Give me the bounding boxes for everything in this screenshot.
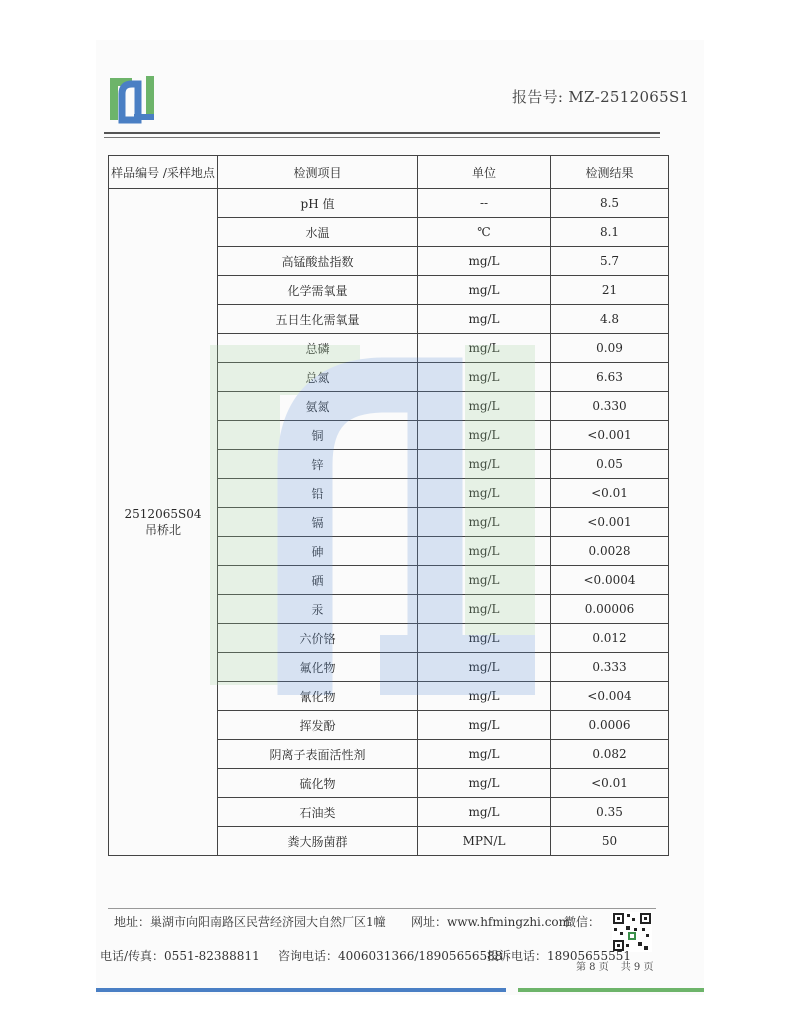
cell-item: 石油类 [218, 798, 418, 827]
cell-result: 0.0028 [551, 537, 669, 566]
header-divider-thin [104, 137, 660, 138]
cell-item: 铅 [218, 479, 418, 508]
footer-bar-green [518, 988, 704, 992]
cell-item: 五日生化需氧量 [218, 305, 418, 334]
footer-wechat: 微信： [564, 915, 601, 929]
cell-unit: mg/L [418, 798, 551, 827]
cell-item: 锌 [218, 450, 418, 479]
cell-unit: mg/L [418, 247, 551, 276]
cell-unit: mg/L [418, 392, 551, 421]
cell-result: 0.333 [551, 653, 669, 682]
cell-item: 氰化物 [218, 682, 418, 711]
cell-unit: mg/L [418, 653, 551, 682]
cell-item: 粪大肠菌群 [218, 827, 418, 856]
header-result: 检测结果 [551, 156, 669, 189]
page-number [576, 958, 653, 973]
table-header-row [109, 156, 669, 189]
cell-unit: ℃ [418, 218, 551, 247]
cell-unit: mg/L [418, 508, 551, 537]
cell-item: 硒 [218, 566, 418, 595]
cell-item: 硫化物 [218, 769, 418, 798]
qr-code-icon [612, 912, 652, 952]
cell-result: 4.8 [551, 305, 669, 334]
cell-unit: mg/L [418, 305, 551, 334]
cell-unit: mg/L [418, 682, 551, 711]
footer-website: 网址：www.hfmingzhi.com [411, 915, 571, 929]
cell-result: 21 [551, 276, 669, 305]
cell-result: 8.5 [551, 189, 669, 218]
cell-result: 5.7 [551, 247, 669, 276]
cell-unit: mg/L [418, 595, 551, 624]
page-total: 共 9 页 [620, 962, 654, 973]
footer-line-1 [114, 913, 601, 930]
cell-unit: mg/L [418, 711, 551, 740]
cell-unit: mg/L [418, 624, 551, 653]
cell-unit: mg/L [418, 740, 551, 769]
cell-result: 0.082 [551, 740, 669, 769]
cell-result: 0.35 [551, 798, 669, 827]
cell-result: <0.004 [551, 682, 669, 711]
cell-unit: mg/L [418, 334, 551, 363]
cell-item: 镉 [218, 508, 418, 537]
header-divider [104, 132, 660, 134]
cell-item: 总氮 [218, 363, 418, 392]
cell-unit: mg/L [418, 450, 551, 479]
cell-result: 6.63 [551, 363, 669, 392]
cell-item: 氨氮 [218, 392, 418, 421]
cell-unit: mg/L [418, 421, 551, 450]
cell-result: <0.01 [551, 769, 669, 798]
cell-item: pH 值 [218, 189, 418, 218]
cell-unit: MPN/L [418, 827, 551, 856]
footer-bar-blue [96, 988, 506, 992]
header-unit: 单位 [418, 156, 551, 189]
sample-location: 吊桥北 [144, 523, 181, 537]
cell-result: <0.01 [551, 479, 669, 508]
cell-result: 50 [551, 827, 669, 856]
cell-unit: -- [418, 189, 551, 218]
cell-result: <0.001 [551, 508, 669, 537]
header-item: 检测项目 [218, 156, 418, 189]
cell-result: 0.09 [551, 334, 669, 363]
header-sample: 样品编号 /采样地点 [109, 156, 218, 189]
cell-item: 挥发酚 [218, 711, 418, 740]
cell-item: 砷 [218, 537, 418, 566]
footer-divider [108, 908, 656, 909]
cell-result: 0.330 [551, 392, 669, 421]
cell-result: <0.001 [551, 421, 669, 450]
cell-unit: mg/L [418, 276, 551, 305]
cell-item: 高锰酸盐指数 [218, 247, 418, 276]
cell-item: 水温 [218, 218, 418, 247]
cell-item: 阴离子表面活性剂 [218, 740, 418, 769]
footer-line-2 [100, 947, 631, 964]
table-row [109, 189, 669, 218]
cell-unit: mg/L [418, 566, 551, 595]
cell-item: 氟化物 [218, 653, 418, 682]
cell-result: <0.0004 [551, 566, 669, 595]
cell-unit: mg/L [418, 537, 551, 566]
cell-unit: mg/L [418, 479, 551, 508]
cell-result: 0.0006 [551, 711, 669, 740]
results-table [108, 155, 669, 856]
report-number: 报告号: MZ-2512065S1 [512, 88, 690, 106]
cell-item: 化学需氧量 [218, 276, 418, 305]
cell-item: 汞 [218, 595, 418, 624]
cell-result: 0.00006 [551, 595, 669, 624]
page-current: 第 8 页 [576, 962, 609, 973]
sample-id: 2512065S04 [124, 507, 202, 521]
footer-complaint-phone: 投诉电话：18905655551 [487, 949, 631, 963]
sample-cell [109, 189, 218, 856]
cell-result: 0.05 [551, 450, 669, 479]
company-logo-icon [108, 70, 162, 126]
footer-phone: 电话/传真：0551-82388811 [100, 949, 260, 963]
cell-unit: mg/L [418, 769, 551, 798]
cell-result: 8.1 [551, 218, 669, 247]
cell-item: 铜 [218, 421, 418, 450]
footer-address: 地址：巢湖市向阳南路区民营经济园大自然厂区1幢 [114, 915, 386, 929]
footer-consult-phone: 咨询电话：4006031366/18905656588 [278, 949, 503, 963]
cell-item: 总磷 [218, 334, 418, 363]
cell-result: 0.012 [551, 624, 669, 653]
cell-unit: mg/L [418, 363, 551, 392]
cell-item: 六价铬 [218, 624, 418, 653]
